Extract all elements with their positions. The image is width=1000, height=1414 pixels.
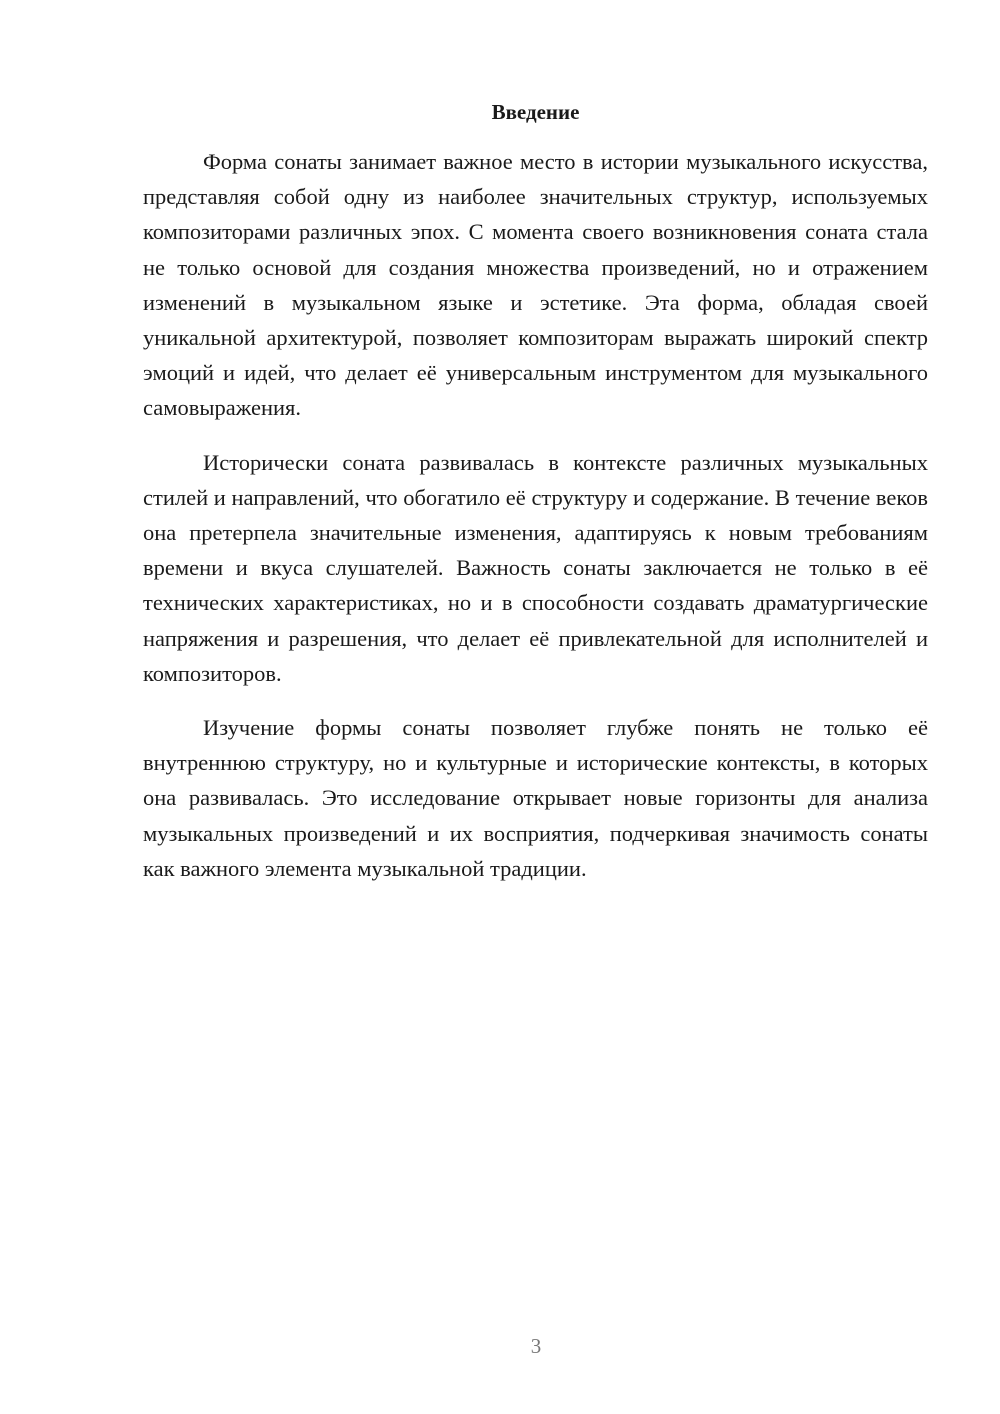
paragraph-3: Изучение формы сонаты позволяет глубже понять не только её внутреннюю структуру, но и культурные и исторические контексты, в которых она развивалась. Это исследование открывает новые горизонты для анализа музыкальных произведений и их восприятия, подчеркивая значимость сонаты как важного элемента музыкальной традиции. bbox=[143, 715, 928, 881]
paragraph-1: Форма сонаты занимает важное место в истории музыкального искусства, представляя собой одну из наиболее значительных структур, используемых композиторами различных эпох. С момента своего возникновения соната стала не только основой для создания множества произведений, но и отражением изменений в музыкальном языке и эстетике. Эта форма, обладая своей уникальной архитектурой, позволяет композиторам выражать широкий спектр эмоций и идей, что делает её универсальным инструментом для музыкального самовыражения. bbox=[143, 149, 928, 421]
page-number: 3 bbox=[530, 1334, 542, 1358]
section-title: Введение bbox=[491, 100, 580, 124]
paragraph-2: Исторически соната развивалась в контексте различных музыкальных стилей и направлений, что обогатило её структуру и содержание. В течение веков она претерпела значительные изменения, адаптируясь к новым требованиям времени и вкуса слушателей. Важность сонаты заключается не только в её технических характеристиках, но и в способности создавать драматургические напряжения и разрешения, что делает её привлекательной для исполнителей и композиторов. bbox=[143, 449, 928, 686]
page-content bbox=[143, 98, 928, 905]
